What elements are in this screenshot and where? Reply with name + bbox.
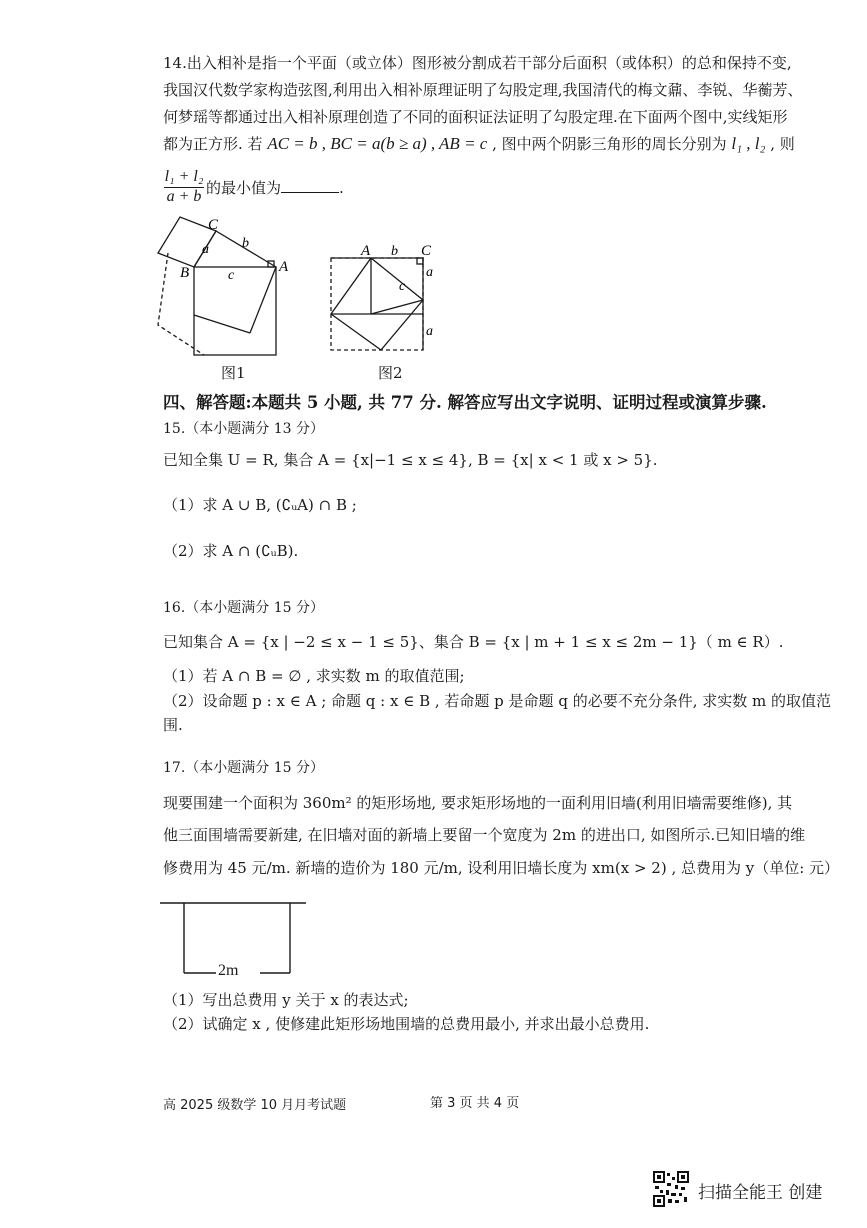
figure-2: [315, 240, 440, 355]
fig1-b: b: [242, 236, 249, 251]
figure-1: [150, 215, 295, 360]
q17-line2: 他三面围墙需要新建, 在旧墙对面的新墙上要留一个宽度为 2m 的进出口, 如图所示.已知旧墙的维: [163, 826, 806, 844]
q14-fraction: [164, 168, 204, 206]
q17-line3: 修费用为 45 元/m. 新墙的造价为 180 元/m, 设利用旧墙长度为 xm(x > 2) , 总费用为 y（单位: 元）: [163, 859, 840, 877]
fig1-square-c: [194, 267, 276, 355]
q17-head: 17.（本小题满分 15 分）: [163, 760, 324, 776]
q16-part2-cont: 围.: [163, 716, 183, 734]
q14-period: .: [339, 179, 344, 197]
fig2-a-bottom: a: [426, 324, 433, 339]
fig1-inner-line: [194, 315, 250, 333]
q15-head: 15.（本小题满分 13 分）: [163, 421, 324, 437]
q17-part2: （2）试确定 x , 使修建此矩形场地围墙的总费用最小, 并求出最小总费用.: [163, 1015, 650, 1033]
fig1-caption: 图1: [221, 364, 246, 382]
q14-line2: 我国汉代数学家构造弦图,利用出入相补原理证明了勾股定理,我国清代的梅文鼐、李锐、华蘅芳、: [163, 81, 803, 99]
fraction-denominator: a + b: [166, 188, 202, 205]
fig2-diag: [371, 300, 423, 314]
q16-part2: （2）设命题 p : x ∈ A ; 命题 q : x ∈ B , 若命题 p 是命题 q 的必要不充分条件, 求实数 m 的取值范: [163, 692, 831, 710]
answer-blank[interactable]: [281, 178, 339, 193]
q14-min-label: 的最小值为: [206, 179, 282, 197]
fig2-caption: 图2: [378, 364, 403, 382]
fig1-c: c: [228, 268, 235, 283]
q14-line4-vars: AC = b , BC = a(b ≥ a) , AB = c: [267, 134, 488, 153]
q14-line1: 14.出入相补是指一个平面（或立体）图形被分割成若干部分后面积（或体积）的总和保持不变,: [163, 54, 792, 72]
fig1-diag: [250, 267, 276, 333]
fig2-b: b: [391, 244, 398, 259]
q15-part1: （1）求 A ∪ B, (∁ᵤA) ∩ B ;: [163, 496, 357, 514]
q14-line4: [163, 134, 795, 154]
footer-exam-title: 高 2025 级数学 10 月月考试题: [163, 1098, 347, 1113]
fig2-c: c: [399, 279, 406, 294]
q17-part1: （1）写出总费用 y 关于 x 的表达式;: [163, 991, 409, 1009]
q16-part1: （1）若 A ∩ B = ∅ , 求实数 m 的取值范围;: [163, 667, 465, 685]
fig1-C: C: [208, 217, 219, 233]
fig1-a: a: [202, 242, 209, 257]
q16-head: 16.（本小题满分 15 分）: [163, 600, 324, 616]
fig2-a-top: a: [426, 265, 433, 280]
fraction-numerator: l₁ + l₂: [164, 168, 204, 188]
q14-min-text: [206, 178, 344, 198]
section-4-heading: 四、解答题:本题共 5 小题, 共 77 分. 解答应写出文字说明、证明过程或演算步骤.: [163, 393, 767, 412]
q15-stem: 已知全集 U = R, 集合 A = {x|−1 ≤ x ≤ 4}, B = {x| x < 1 或 x > 5}.: [163, 451, 658, 469]
gate-width-label: 2m: [218, 962, 239, 979]
q16-stem: 已知集合 A = {x | −2 ≤ x − 1 ≤ 5}、集合 B = {x | m + 1 ≤ x ≤ 2m − 1}（ m ∈ R）.: [163, 633, 784, 651]
q14-line3: 何梦瑶等都通过出入相补原理创造了不同的面积证法证明了勾股定理.在下面两个图中,实线矩形: [163, 108, 788, 126]
q14-line4-c: , 图中两个阴影三角形的周长分别为: [487, 135, 732, 153]
q14-line4-e: , 则: [765, 135, 795, 153]
q15-part2: （2）求 A ∩ (∁ᵤB).: [163, 542, 299, 560]
fig1-B: B: [180, 265, 190, 281]
fig2-C: C: [421, 243, 432, 259]
q14-line4-a: 都为正方形. 若: [163, 135, 268, 153]
scanner-watermark-text: 扫描全能王 创建: [698, 1183, 823, 1203]
q14-line4-l: l₁ , l₂: [731, 134, 766, 153]
qr-code-icon: [653, 1171, 689, 1207]
q17-line1: 现要围建一个面积为 360m² 的矩形场地, 要求矩形场地的一面利用旧墙(利用旧墙需要维修), 其: [163, 794, 793, 812]
fig2-A: A: [361, 243, 371, 259]
footer-page-number: 第 3 页 共 4 页: [430, 1096, 520, 1111]
fig1-A: A: [279, 259, 289, 275]
